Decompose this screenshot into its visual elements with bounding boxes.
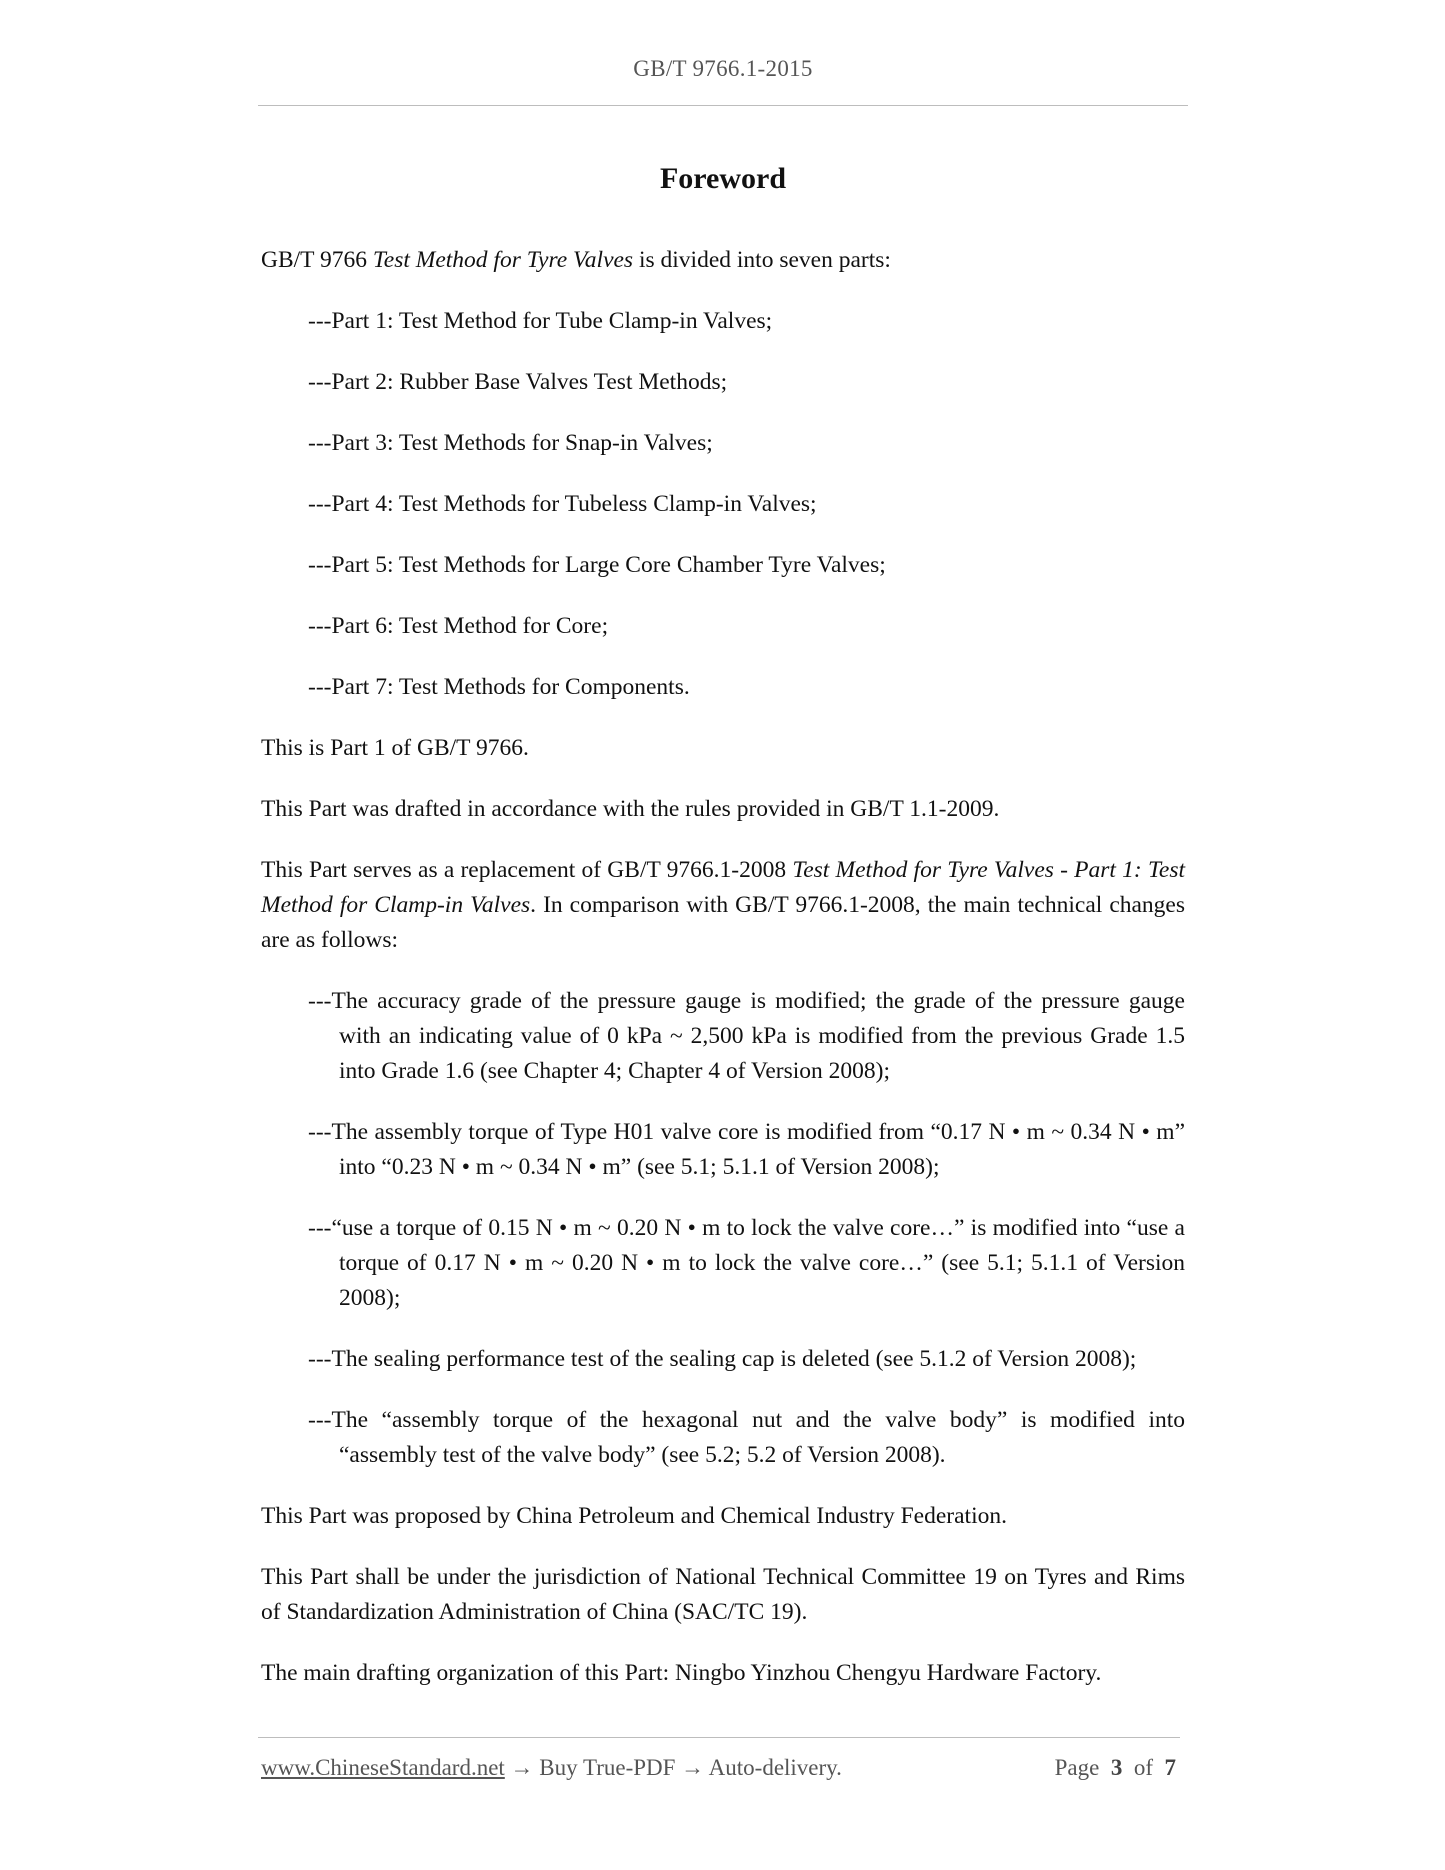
total-pages: 7 — [1164, 1755, 1176, 1780]
website-link[interactable]: www.ChineseStandard.net — [261, 1755, 505, 1780]
footer-promo: → Buy True-PDF → Auto-delivery. — [504, 1755, 842, 1780]
standard-title: Test Method for Tyre Valves — [372, 247, 634, 273]
page-footer — [261, 1755, 1180, 1781]
page-header: GB/T 9766.1-2015 — [633, 56, 813, 81]
current-page: 3 — [1110, 1755, 1123, 1780]
document-body — [261, 243, 1185, 1717]
drafting-org-paragraph: The main drafting organization of this Part: Ningbo Yinzhou Chengyu Hardware Factory. — [261, 1660, 1102, 1686]
footer-divider — [258, 1737, 1180, 1738]
part-list-item: ---Part 6: Test Method for Core; — [308, 613, 609, 639]
jurisdiction-paragraph: This Part shall be under the jurisdiction of National Technical Committee 19 on Tyres and Rims of Standardization Administration of China (SAC/TC 19). — [261, 1564, 1185, 1625]
replacement-paragraph: This Part serves as a replacement of GB/T 9766.1-2008 Test Method for Tyre Valves - Part 1: Test Method for Clamp-in Valves. In comparison with GB/T 9766.1-2008, the main technical changes are as follows: — [261, 857, 1186, 953]
change-list-item: ---The accuracy grade of the pressure gauge is modified; the grade of the pressure gauge with an indicating value of 0 kPa ~ 2,500 kPa is modified from the previous Grade 1.5 into Grade 1.6 (see Chapter 4; Chapter 4 of Version 2008); — [308, 988, 1185, 1084]
page-number: Page 3 of 7 — [1054, 1755, 1176, 1780]
replaced-standard-title: Test Method for Tyre Valves - Part 1: Test Method for Clamp-in Valves — [261, 857, 1185, 918]
part-list-item: ---Part 1: Test Method for Tube Clamp-in Valves; — [308, 308, 773, 334]
intro-paragraph: GB/T 9766 Test Method for Tyre Valves is divided into seven parts: — [261, 247, 891, 273]
part-list-item: ---Part 4: Test Methods for Tubeless Clamp-in Valves; — [308, 491, 817, 517]
part-list-item: ---Part 2: Rubber Base Valves Test Methods; — [308, 369, 728, 395]
header-divider — [258, 105, 1188, 106]
change-list-item: ---“use a torque of 0.15 N • m ~ 0.20 N • m to lock the valve core…” is modified into “use a torque of 0.17 N • m ~ 0.20 N • m to lock the valve core…” (see 5.1; 5.1.1 of Version 2008); — [308, 1215, 1185, 1311]
page-title: Foreword — [659, 162, 787, 195]
change-list-item: ---The “assembly torque of the hexagonal nut and the valve body” is modified into “assembly test of the valve body” (see 5.2; 5.2 of Version 2008). — [308, 1407, 1185, 1468]
proposed-by-paragraph: This Part was proposed by China Petroleum and Chemical Industry Federation. — [261, 1503, 1007, 1529]
drafting-rules-paragraph: This Part was drafted in accordance with the rules provided in GB/T 1.1-2009. — [261, 796, 1000, 822]
part-list-item: ---Part 5: Test Methods for Large Core Chamber Tyre Valves; — [308, 552, 886, 578]
part-list-item: ---Part 7: Test Methods for Components. — [308, 674, 690, 700]
part-statement: This is Part 1 of GB/T 9766. — [261, 735, 529, 761]
change-list-item: ---The assembly torque of Type H01 valve core is modified from “0.17 N • m ~ 0.34 N • m” into “0.23 N • m ~ 0.34 N • m” (see 5.1; 5.1.1 of Version 2008); — [308, 1119, 1185, 1180]
part-list-item: ---Part 3: Test Methods for Snap-in Valves; — [308, 430, 713, 456]
change-list-item: ---The sealing performance test of the sealing cap is deleted (see 5.1.2 of Version 2008); — [308, 1346, 1137, 1372]
